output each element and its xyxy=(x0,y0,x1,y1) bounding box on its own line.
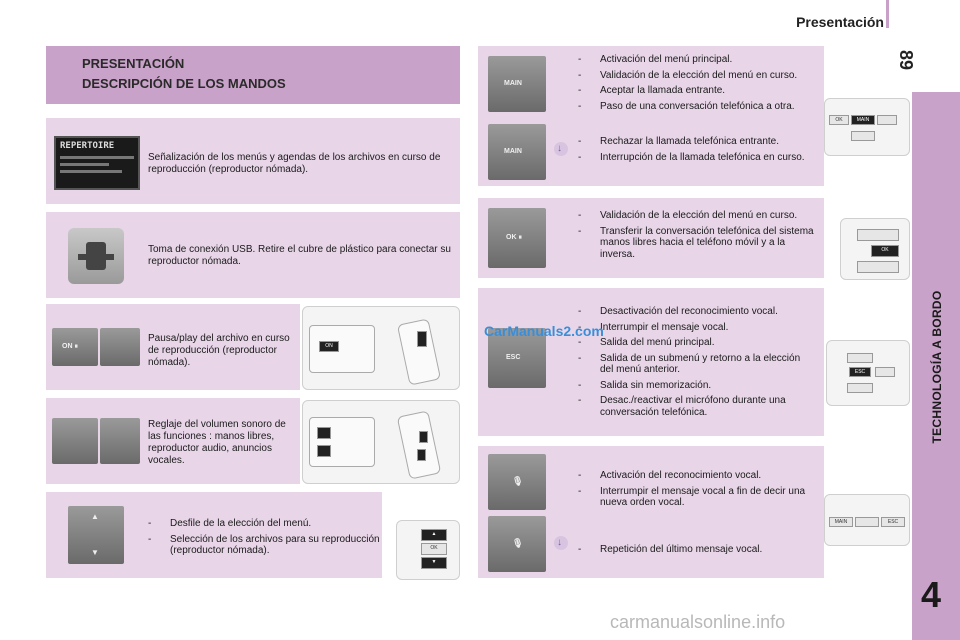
list-item: - Validación de la elección del menú en curso. xyxy=(574,70,816,82)
list-item: - Desactivación del reconocimiento vocal. xyxy=(574,306,816,318)
row-voice xyxy=(478,446,824,578)
control-panel-illustration-3: ▲ OK ▼ xyxy=(396,520,460,580)
list-item: - Activación del menú principal. xyxy=(574,54,816,66)
list-item: - Validación de la elección del menú en curso. xyxy=(574,210,816,222)
row-menu-scroll xyxy=(46,492,382,578)
esc-button-label: ESC xyxy=(506,354,521,361)
list-item: - Salida sin memorización. xyxy=(574,380,816,392)
pause-play-button-image xyxy=(52,328,98,366)
row-display xyxy=(46,118,460,204)
pause-play-description: Pausa/play del archivo en curso de reproducción (reproductor nómada). xyxy=(148,333,290,368)
list-item: - Activación del reconocimiento vocal. xyxy=(574,470,816,482)
usb-port-image xyxy=(68,228,124,284)
voice-button-image-2 xyxy=(488,516,546,572)
list-item: - Salida de un submenú y retorno a la elección del menú anterior. xyxy=(574,353,816,376)
volume-wheel-image xyxy=(100,418,140,464)
header-accent-bar xyxy=(886,0,889,28)
main-list-b xyxy=(574,136,816,167)
row-ok xyxy=(478,198,824,278)
repeat-indicator-icon: ↓ xyxy=(554,536,568,550)
control-panel-illustration-6: ESC xyxy=(826,340,910,406)
list-item: - Desfile de la elección del menú. xyxy=(144,518,380,530)
chapter-section-label: TECHNOLOGÍA A BORDO xyxy=(930,290,944,444)
chapter-number: 4 xyxy=(921,574,942,615)
main-button-label-2: MAIN xyxy=(504,148,522,155)
ok-button-label: OK ⏸ xyxy=(506,234,522,241)
display-description: Señalización de los menús y agendas de los archivos en curso de reproducción (reproductor nómada). xyxy=(148,152,441,175)
row-esc xyxy=(478,288,824,436)
list-item: - Aceptar la llamada entrante. xyxy=(574,85,816,97)
ok-list xyxy=(574,210,816,264)
list-item: - Transferir la conversación telefónica del sistema manos libres hacia el teléfono móvil y a la inversa. xyxy=(574,226,816,261)
main-list-a xyxy=(574,54,816,116)
volume-description: Reglaje del volumen sonoro de las funciones : manos libres, reproductor audio, anuncios vocales. xyxy=(148,419,286,466)
list-item: - Interrumpir el mensaje vocal. xyxy=(574,322,816,334)
page-header-title: Presentación xyxy=(796,14,884,30)
page-number: 89 xyxy=(896,50,916,71)
main-button-image-2 xyxy=(488,124,546,180)
control-panel-illustration-2 xyxy=(302,400,460,484)
voice-list-b xyxy=(574,544,816,560)
down-arrow-icon: ▼ xyxy=(91,548,99,557)
row-volume xyxy=(46,398,300,484)
pause-play-button-label: ON ⏸ xyxy=(62,343,78,350)
row-pause-play xyxy=(46,304,300,390)
voice-button-image xyxy=(488,454,546,510)
voice-list-a xyxy=(574,470,816,513)
main-button-image xyxy=(488,56,546,112)
voice-icon-2: 🎙 xyxy=(512,538,524,548)
voice-icon: 🎙 xyxy=(512,476,524,486)
display-screen-image xyxy=(54,136,140,190)
adjacent-button-image xyxy=(100,328,140,366)
list-item: - Salida del menú principal. xyxy=(574,337,816,349)
volume-buttons-image xyxy=(52,418,98,464)
up-arrow-icon: ▲ xyxy=(91,512,99,521)
esc-list xyxy=(574,306,816,422)
list-item: - Rechazar la llamada telefónica entrante. xyxy=(574,136,816,148)
scroll-buttons-image xyxy=(68,506,124,564)
section-title: PRESENTACIÓN xyxy=(82,56,185,71)
footer-watermark: carmanualsonline.info xyxy=(610,612,786,632)
section-title-band xyxy=(46,46,460,104)
main-button-label: MAIN xyxy=(504,80,522,87)
section-subtitle: DESCRIPCIÓN DE LOS MANDOS xyxy=(82,76,286,91)
list-item: - Paso de una conversación telefónica a otra. xyxy=(574,101,816,113)
control-panel-illustration-5: OK xyxy=(840,218,910,280)
menu-scroll-list xyxy=(144,518,380,561)
row-main xyxy=(478,46,824,186)
list-item: - Desac./reactivar el micrófono durante una conversación telefónica. xyxy=(574,395,816,418)
control-panel-illustration-1: ON xyxy=(302,306,460,390)
control-panel-illustration-7: MAIN ESC xyxy=(824,494,910,546)
ok-button-image xyxy=(488,208,546,268)
list-item: - Interrupción de la llamada telefónica en curso. xyxy=(574,152,816,164)
list-item: - Interrumpir el mensaje vocal a fin de decir una nueva orden vocal. xyxy=(574,486,816,509)
usb-description: Toma de conexión USB. Retire el cubre de plástico para conectar su reproductor nómada. xyxy=(148,244,451,267)
watermark-text: CarManuals2.com xyxy=(484,323,604,339)
display-screen-text: REPERTOIRE xyxy=(60,141,115,151)
row-usb xyxy=(46,212,460,298)
list-item: - Selección de los archivos para su reproducción (reproductor nómada). xyxy=(144,534,380,557)
call-reject-icon: ↓ xyxy=(554,142,568,156)
list-item: - Repetición del último mensaje vocal. xyxy=(574,544,816,556)
control-panel-illustration-4: OK MAIN xyxy=(824,98,910,156)
